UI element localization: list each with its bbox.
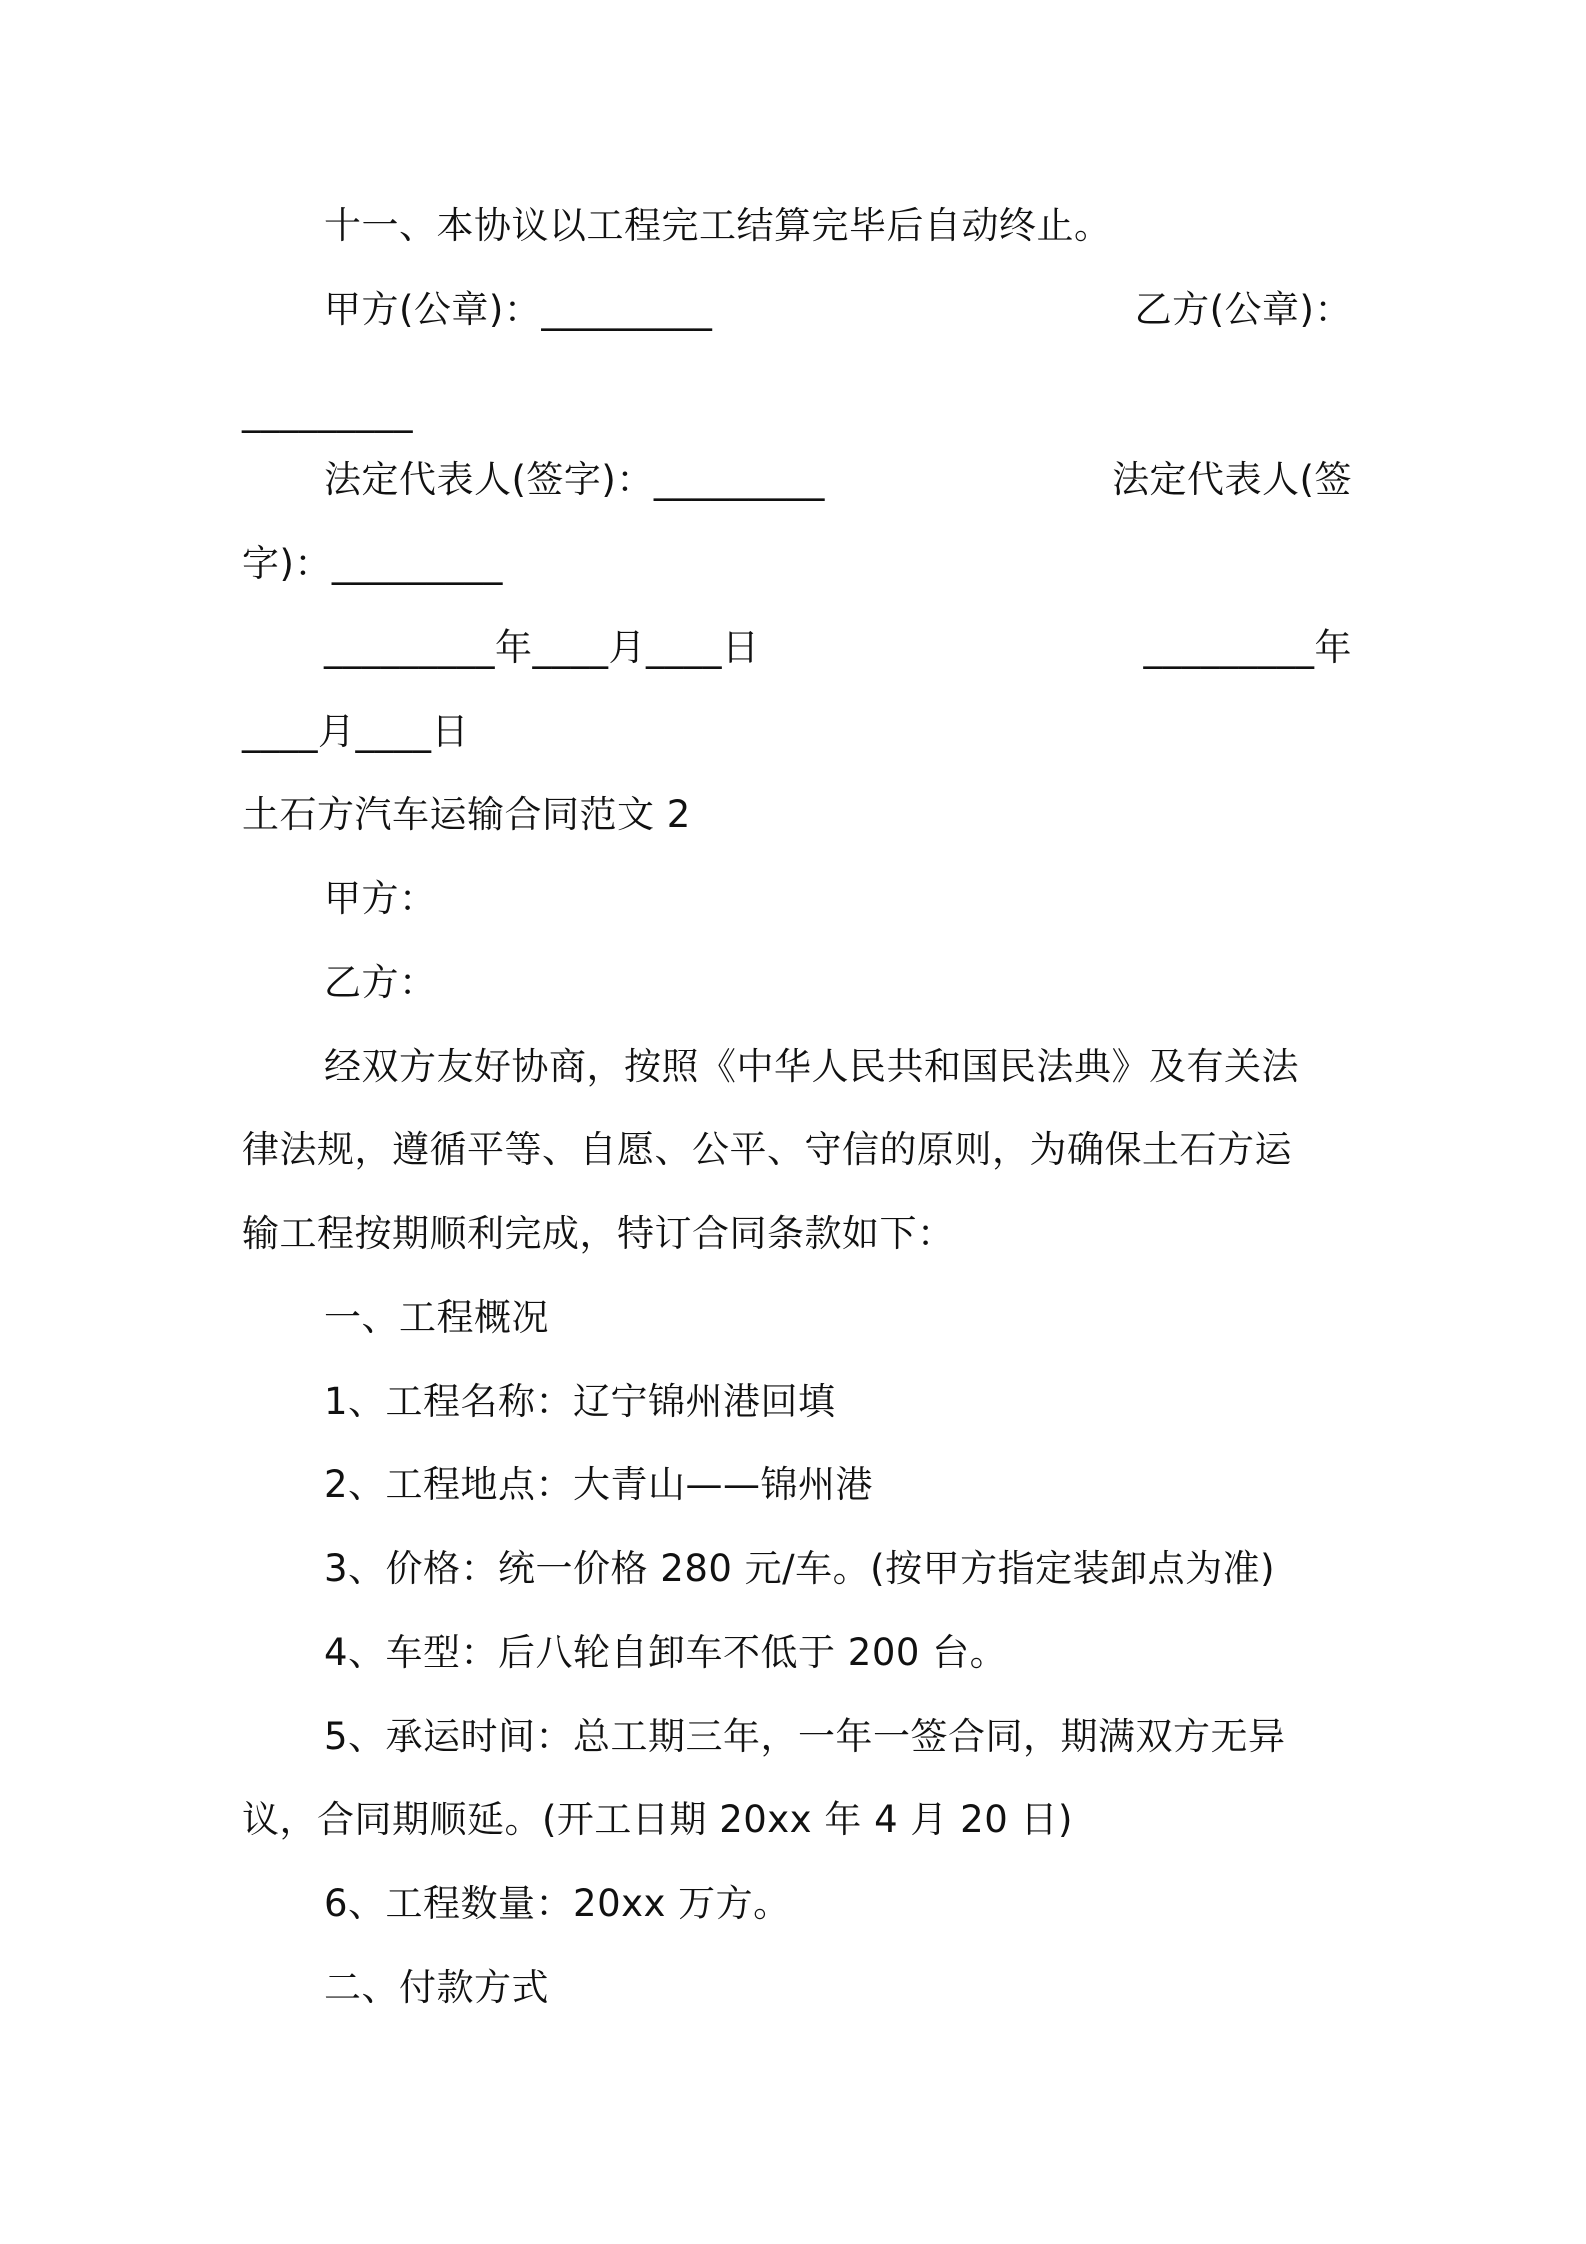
list-item-5-continued: 议，合同期顺延。(开工日期 20xx 年 4 月 20 日)	[242, 1798, 1073, 1841]
list-item-3: 3、价格：统一价格 280 元/车。(按甲方指定装卸点为准)	[324, 1547, 1276, 1590]
party-a-seal: 甲方(公章)：_________	[324, 288, 713, 331]
list-item-2: 2、工程地点：大青山——锦州港	[324, 1463, 874, 1506]
date-b: _________年	[1143, 626, 1352, 669]
list-item-1: 1、工程名称：辽宁锦州港回填	[324, 1380, 836, 1423]
rep-b-continued: 字)：_________	[242, 542, 503, 585]
intro-paragraph-line-2: 律法规，遵循平等、自愿、公平、守信的原则，为确保土石方运	[242, 1128, 1292, 1171]
date-line	[324, 620, 1352, 676]
list-item-6: 6、工程数量：20xx 万方。	[324, 1882, 791, 1925]
section-heading-2: 二、付款方式	[324, 1966, 549, 2009]
rep-a: 法定代表人(签字)：_________	[324, 458, 825, 501]
intro-paragraph-line-3: 输工程按期顺利完成，特订合同条款如下：	[242, 1212, 955, 1255]
rep-line	[324, 452, 1352, 508]
section-heading-1: 一、工程概况	[324, 1296, 549, 1339]
party-b-label: 乙方：	[324, 961, 437, 1004]
list-item-4: 4、车型：后八轮自卸车不低于 200 台。	[324, 1631, 1008, 1674]
document-heading: 土石方汽车运输合同范文 2	[242, 793, 691, 836]
seal-line	[324, 282, 1352, 338]
intro-paragraph-line-1: 经双方友好协商，按照《中华人民共和国民法典》及有关法	[324, 1045, 1299, 1088]
rep-b: 法定代表人(签	[1112, 458, 1352, 501]
clause-11: 十一、本协议以工程完工结算完毕后自动终止。	[324, 204, 1112, 247]
party-b-seal: 乙方(公章)：	[1134, 288, 1352, 331]
date-b-continued: ____月____日	[242, 710, 469, 753]
date-a: _________年____月____日	[324, 626, 760, 669]
list-item-5: 5、承运时间：总工期三年，一年一签合同，期满双方无异	[324, 1715, 1286, 1758]
party-b-seal-blank: _________	[242, 390, 413, 433]
party-a-label: 甲方：	[324, 877, 437, 920]
